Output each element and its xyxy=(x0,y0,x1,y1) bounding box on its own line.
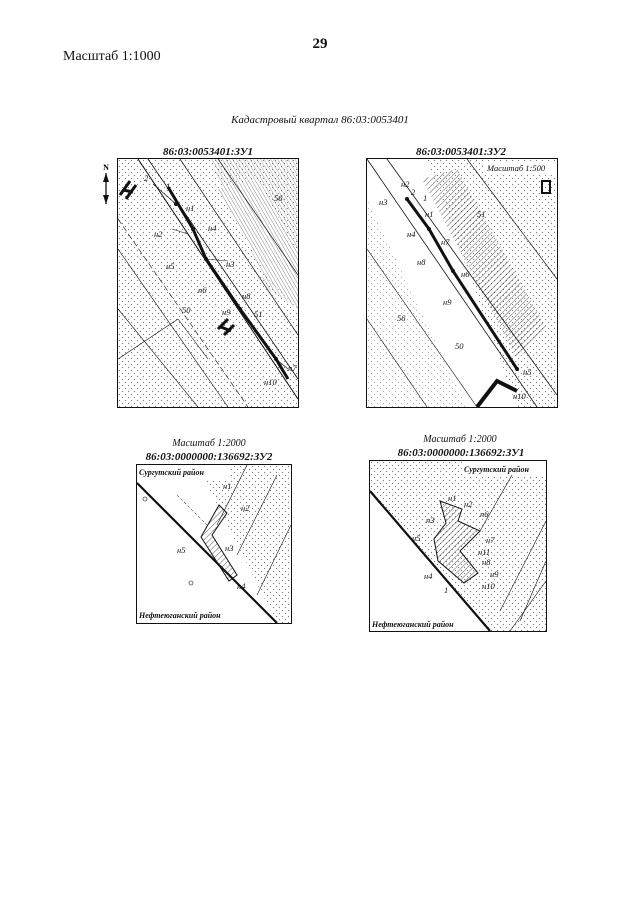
map2-frame xyxy=(366,158,558,408)
map4-point-n4: н4 xyxy=(424,571,433,581)
map2-parcel-51: 51 xyxy=(477,209,486,219)
map3-point-n3: н3 xyxy=(225,543,234,553)
map2-point-n2: н2 xyxy=(401,179,410,189)
page-number: 29 xyxy=(312,36,328,52)
map2-point-2: 2 xyxy=(411,187,416,197)
map4-district-top: Сургутский район xyxy=(464,465,529,474)
map4-title: 86:03:0000000:136692:ЗУ1 xyxy=(397,447,525,459)
map2-title: 86:03:0053401:ЗУ2 xyxy=(415,146,507,158)
map4-point-n2: н2 xyxy=(464,499,473,509)
map1-point-1: 1 xyxy=(166,181,171,191)
map3-point-n5: н5 xyxy=(177,545,186,555)
map1-point-n10: н10 xyxy=(264,377,277,387)
map2-point-1: 1 xyxy=(423,193,428,203)
map1-parcel-51: 51 xyxy=(254,309,263,319)
map1-parcel-50: 50 xyxy=(182,305,191,315)
map3-frame xyxy=(136,464,292,624)
map2-parcel-50: 50 xyxy=(455,341,464,351)
map4-point-n8: н8 xyxy=(482,557,491,567)
page-scale-label: Масштаб 1:1000 xyxy=(63,49,161,64)
map2-point-n1: н1 xyxy=(425,209,434,219)
map2-drawing xyxy=(367,159,557,407)
map2-point-n5: н5 xyxy=(523,367,532,377)
map1-frame xyxy=(117,158,299,408)
map3-district-top: Сургутский район xyxy=(139,468,204,477)
map1-point-n8: н8 xyxy=(242,291,251,301)
north-arrow-icon xyxy=(101,162,109,211)
map4-district-bottom: Нефтеюганский район xyxy=(372,620,454,629)
map2-point-n6: н6 xyxy=(461,269,470,279)
map1-point-n9: н9 xyxy=(222,307,231,317)
map2-point-n9: н9 xyxy=(443,297,452,307)
north-label: N xyxy=(103,163,109,172)
map3-point-n1: н1 xyxy=(223,481,232,491)
map2-point-n8: н8 xyxy=(417,257,426,267)
map3-drawing xyxy=(137,465,291,623)
map3-scale: Масштаб 1:2000 xyxy=(172,438,246,449)
map4-frame xyxy=(369,460,547,632)
map1-point-n1: н1 xyxy=(186,203,195,213)
map4-point-n7: н7 xyxy=(486,535,495,545)
map1-title: 86:03:0053401:ЗУ1 xyxy=(162,146,254,158)
map3-title: 86:03:0000000:136692:ЗУ2 xyxy=(145,451,273,463)
map1-parcel-56: 56 xyxy=(274,193,283,203)
map1-drawing xyxy=(118,159,298,407)
map3-point-n2: н2 xyxy=(241,503,250,513)
map1-point-n6: н6 xyxy=(198,285,207,295)
map1-point-n7: н7 xyxy=(288,363,297,373)
map2-parcel-56: 56 xyxy=(397,313,406,323)
map4-point-n3: н3 xyxy=(426,515,435,525)
map2-point-n3: н3 xyxy=(379,197,388,207)
map4-point-n9: н9 xyxy=(490,569,499,579)
map1-point-n2: н2 xyxy=(154,229,163,239)
map4-scale: Масштаб 1:2000 xyxy=(423,434,497,445)
map1-point-n4: н4 xyxy=(208,223,217,233)
map2-point-n4: н4 xyxy=(407,229,416,239)
map2-point-n10: н10 xyxy=(513,391,526,401)
map4-point-n11: н11 xyxy=(478,547,491,557)
map1-point-n5: н5 xyxy=(166,261,175,271)
map4-point-n1: н1 xyxy=(448,493,457,503)
map4-point-n5: н5 xyxy=(412,533,421,543)
map3-district-bottom: Нефтеюганский район xyxy=(139,611,221,620)
map4-drawing xyxy=(370,461,546,631)
map1-point-2: 2 xyxy=(144,173,149,183)
map2-inner-scale: Масштаб 1:500 xyxy=(487,163,546,173)
map4-point-n6: н6 xyxy=(480,509,489,519)
map4-point-n10: н10 xyxy=(482,581,495,591)
map1-point-n3: н3 xyxy=(226,259,235,269)
map4-point-1: 1 xyxy=(444,585,449,595)
map3-point-n4: н4 xyxy=(237,581,246,591)
cadastral-quarter-title: Кадастровый квартал 86:03:0053401 xyxy=(231,114,409,126)
map2-point-n7: н7 xyxy=(441,237,450,247)
